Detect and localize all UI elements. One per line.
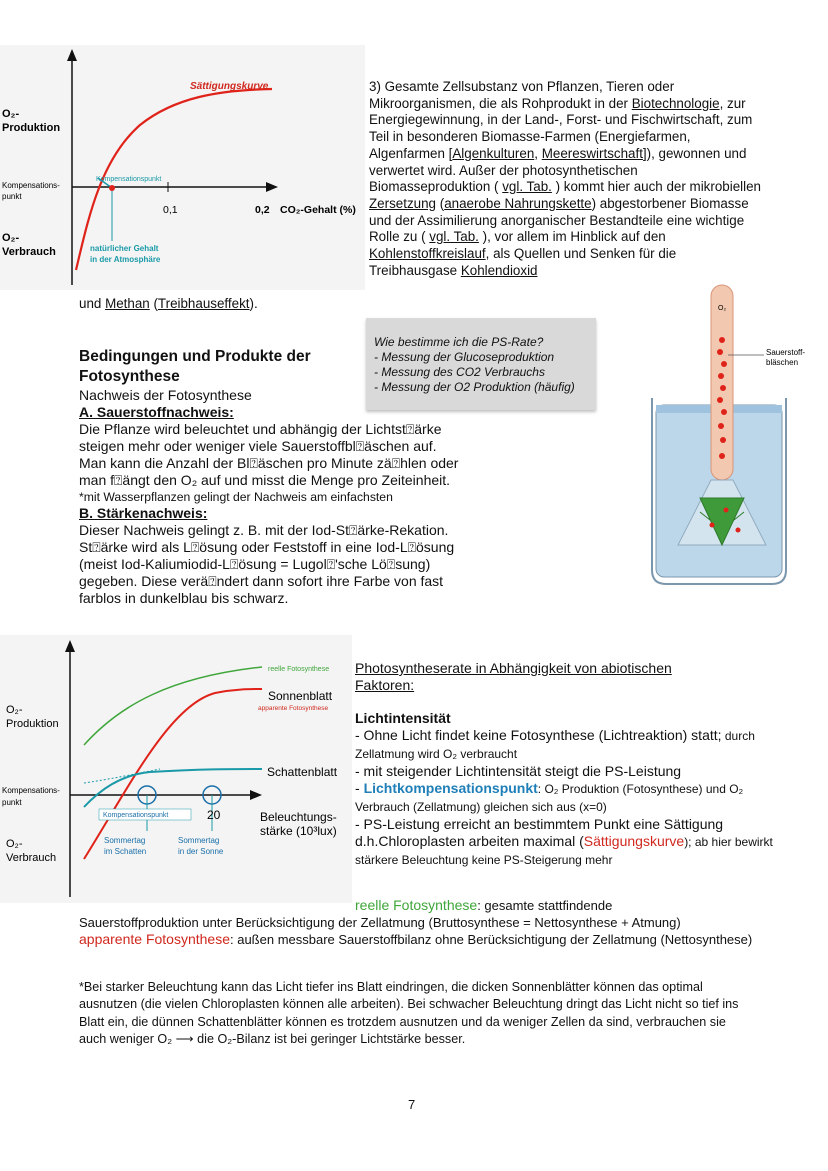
bullet-1-small: durch Zellatmung wird O₂ verbraucht <box>355 729 755 761</box>
link-zersetzung[interactable]: Zersetzung <box>369 195 436 211</box>
link-meereswirtschaft[interactable]: Meereswirtschaft <box>541 145 643 161</box>
y-bottom-label: O₂- <box>6 838 23 850</box>
def-line-2: Sauerstoffproduktion unter Berücksichtigung der Zellatmung (Bruttosynthese = Nettosynthese + Atmung) <box>79 915 681 930</box>
a-line: steigen mehr oder weniger viele Sauerstoffbl⍰äschen auf. <box>79 438 437 454</box>
y-comp-label: Kompensations- <box>2 181 60 190</box>
y-top-label-2: Produktion <box>2 122 61 134</box>
app-label: apparente Fotosynthese <box>258 705 329 712</box>
a-note: *mit Wasserpflanzen gelingt der Nachweis am einfachsten <box>79 490 393 504</box>
bullet-1-main: - Ohne Licht findet keine Fotosynthese (Lichtreaktion) statt; <box>355 727 722 743</box>
y-top-label: O₂- <box>6 704 23 716</box>
link-methan[interactable]: Methan <box>105 296 150 311</box>
y-comp-label-2: punkt <box>2 192 22 201</box>
link-vgl-tab-2[interactable]: vgl. Tab. <box>429 229 479 245</box>
a-line: Die Pflanze wird beleuchtet und abhängig der Lichtst⍰ärke <box>79 421 442 437</box>
ps-question: Wie bestimme ich die PS-Rate? <box>374 335 544 349</box>
saettigung-term: Sättigungskurve <box>583 833 685 849</box>
b-title: B. Stärkenachweis: <box>79 505 208 521</box>
footnote: *Bei starker Beleuchtung kann das Licht tiefer ins Blatt eindringen, die dicken Sonnenblätter können das optimal ausnutzen (die vielen Chloroplasten können alle arbeiten). Bei schwacher Beleuchtung dringt das Licht nicht so tief ins Blatt ein, die dünnen Schattenblätter können es trotzdem ausnutzen und da weniger Zellen da sind, verbrauchen sie auch weniger O₂ ⟶ die O₂-Bilanz ist bei geringer Lichtstärke besser. <box>79 980 739 1047</box>
section-heading: Bedingungen und Produkte der Fotosynthese <box>79 348 311 385</box>
x-label: CO₂-Gehalt (%) <box>280 204 356 216</box>
comp-label: Kompensationspunkt <box>103 812 169 819</box>
curve-label: Sättigungskurve <box>190 81 269 92</box>
co2-chart <box>0 45 365 290</box>
b-line: gegeben. Diese verä⍰ndert dann sofort ihre Farbe von fast <box>79 573 444 589</box>
y-comp-label-2: punkt <box>2 798 22 807</box>
a-line: Man kann die Anzahl der Bl⍰äschen pro Minute zä⍰hlen oder <box>79 455 459 471</box>
y-top-label: O₂- <box>2 108 20 120</box>
natural-label: natürlicher Gehalt <box>90 244 159 253</box>
link-biotechnologie[interactable]: Biotechnologie <box>631 95 720 111</box>
x-label-2: stärke (10³lux) <box>260 824 337 838</box>
b-line: (meist Iod-Kaliumiodid-L⍰ösung = Lugol⍰'sche Lö⍰sung) <box>79 556 431 572</box>
x-tick-1: 0,1 <box>163 204 178 216</box>
o2-label: O₂ <box>718 305 727 312</box>
light-factors-text <box>355 660 785 869</box>
list-item: - Messung des CO2 Verbrauchs <box>374 365 575 380</box>
factors-title: Photosyntheserate in Abhängigkeit von abiotischen Faktoren: <box>355 660 672 693</box>
reelle-label: reelle Fotosynthese <box>268 666 330 673</box>
y-top-label-2: Produktion <box>6 718 59 730</box>
methan-line: und Methan (Treibhauseffekt). <box>79 296 258 311</box>
link-treibhauseffekt[interactable]: Treibhauseffekt <box>157 296 250 311</box>
natural-label-2: in der Atmosphäre <box>90 255 161 264</box>
bullet-3: - Lichtkompensationspunkt: O₂ Produktion (Fotosynthese) und O₂ Verbrauch (Zellatmung) gleichen sich aus (x=0) <box>355 780 744 814</box>
paragraph-biomasse: 3) Gesamte Zellsubstanz von Pflanzen, Tieren oder Mikroorganismen, die als Rohprodukt in der Biotechnologie, zur Energiegewinnung, in der Land-, Forst- und Fischwirtschaft, zum Teil in besonderen Biomasse-Farmen (Energiefarmen, Algenfarmen [Algenkulturen, Meereswirtschaft]), gewonnen und verwertet wird. Außer der photosynthetischen Biomasseproduktion ( vgl. Tab. ) kommt hier auch der mikrobiellen Zersetzung (anaerobe Nahrungskette) abgestorbener Biomasse und der Assimilierung anorganischer Bestandteile eine wichtige Rolle zu ( vgl. Tab. ), vor allem im Hinblick auf den Kohlenstoffkreislauf, als Quellen und Senken für die Treibhausgase Kohlendioxid <box>369 79 761 278</box>
link-vgl-tab-1[interactable]: vgl. Tab. <box>502 179 552 195</box>
page-number: 7 <box>408 1097 416 1112</box>
apparente-term: apparente Fotosynthese <box>79 931 230 947</box>
shade-label: Schattenblatt <box>267 765 338 779</box>
bubbles-label-2: bläschen <box>766 358 799 367</box>
summer-shade-label: Sommertag <box>104 836 146 845</box>
left-column <box>79 347 549 607</box>
light-chart <box>0 635 352 903</box>
b-line: Dieser Nachweis gelingt z. B. mit der Iod-St⍰ärke-Rekation. <box>79 522 449 538</box>
b-line: farblos in dunkelblau bis schwarz. <box>79 590 289 606</box>
link-algenkulturen[interactable]: Algenkulturen <box>452 145 535 161</box>
y-bottom-label-2: Verbrauch <box>6 852 57 864</box>
y-bottom-label-2: Verbrauch <box>2 246 56 258</box>
licht-heading: Lichtintensität <box>355 710 451 726</box>
x-tick-20: 20 <box>207 808 221 822</box>
summer-sun-label: Sommertag <box>178 836 220 845</box>
bullet-4: - PS-Leistung erreicht an bestimmtem Punkt eine Sättigung d.h.Chloroplasten arbeiten maximal (Sättigungskurve); ab hier bewirkt stärkere Beleuchtung keine PS-Steigerung mehr <box>355 816 773 867</box>
comp-label: Kompensationspunkt <box>96 176 162 183</box>
y-comp-label: Kompensations- <box>2 786 60 795</box>
bullet-1 <box>355 727 785 763</box>
natural-point <box>109 185 115 191</box>
x-label: Beleuchtungs- <box>260 810 337 824</box>
link-kohlendioxid[interactable]: Kohlendioxid <box>460 262 538 278</box>
bullet-2: - mit steigender Lichtintensität steigt die PS-Leistung <box>355 763 682 779</box>
summer-sun-label-2: in der Sonne <box>178 847 224 856</box>
reelle-term: reelle Fotosynthese <box>355 897 478 913</box>
list-item: - Messung der Glucoseproduktion <box>374 350 575 365</box>
definitions: reelle Fotosynthese: gesamte stattfindende Sauerstoffproduktion unter Berücksichtigung der Zellatmung (Bruttosynthese = Nettosynthese + Atmung) apparente Fotosynthese: außen messbare Sauerstoffbilanz ohne Berücksichtigung der Zellatmung (Nettosynthese) <box>79 897 759 948</box>
beaker-illustration <box>600 280 828 590</box>
sun-label: Sonnenblatt <box>268 689 333 703</box>
link-nahrungskette[interactable]: anaerobe Nahrungskette <box>444 195 592 211</box>
a-title: A. Sauerstoffnachweis: <box>79 404 234 420</box>
sub-heading: Nachweis der Fotosynthese <box>79 387 252 403</box>
x-tick-2: 0,2 <box>255 204 270 216</box>
link-kohlenstoffkreislauf[interactable]: Kohlenstoffkreislauf <box>369 246 486 262</box>
lichtkomp-term: Lichtkompensationspunkt <box>363 780 538 796</box>
bullet-3-small: : O₂ Produktion (Fotosynthese) und O₂ Verbrauch (Zellatmung) gleichen sich aus (x=0) <box>355 782 744 814</box>
b-line: St⍰ärke wird als L⍰ösung oder Feststoff in eine Iod-L⍰ösung <box>79 539 455 555</box>
y-bottom-label: O₂- <box>2 232 20 244</box>
summer-shade-label-2: im Schatten <box>104 847 147 856</box>
bubbles-label: Sauerstoff- <box>766 348 805 357</box>
a-line: man f⍰ängt den O₂ auf und misst die Menge pro Zeiteinheit. <box>79 472 451 488</box>
list-item: - Messung der O2 Produktion (häufig) <box>374 380 575 395</box>
